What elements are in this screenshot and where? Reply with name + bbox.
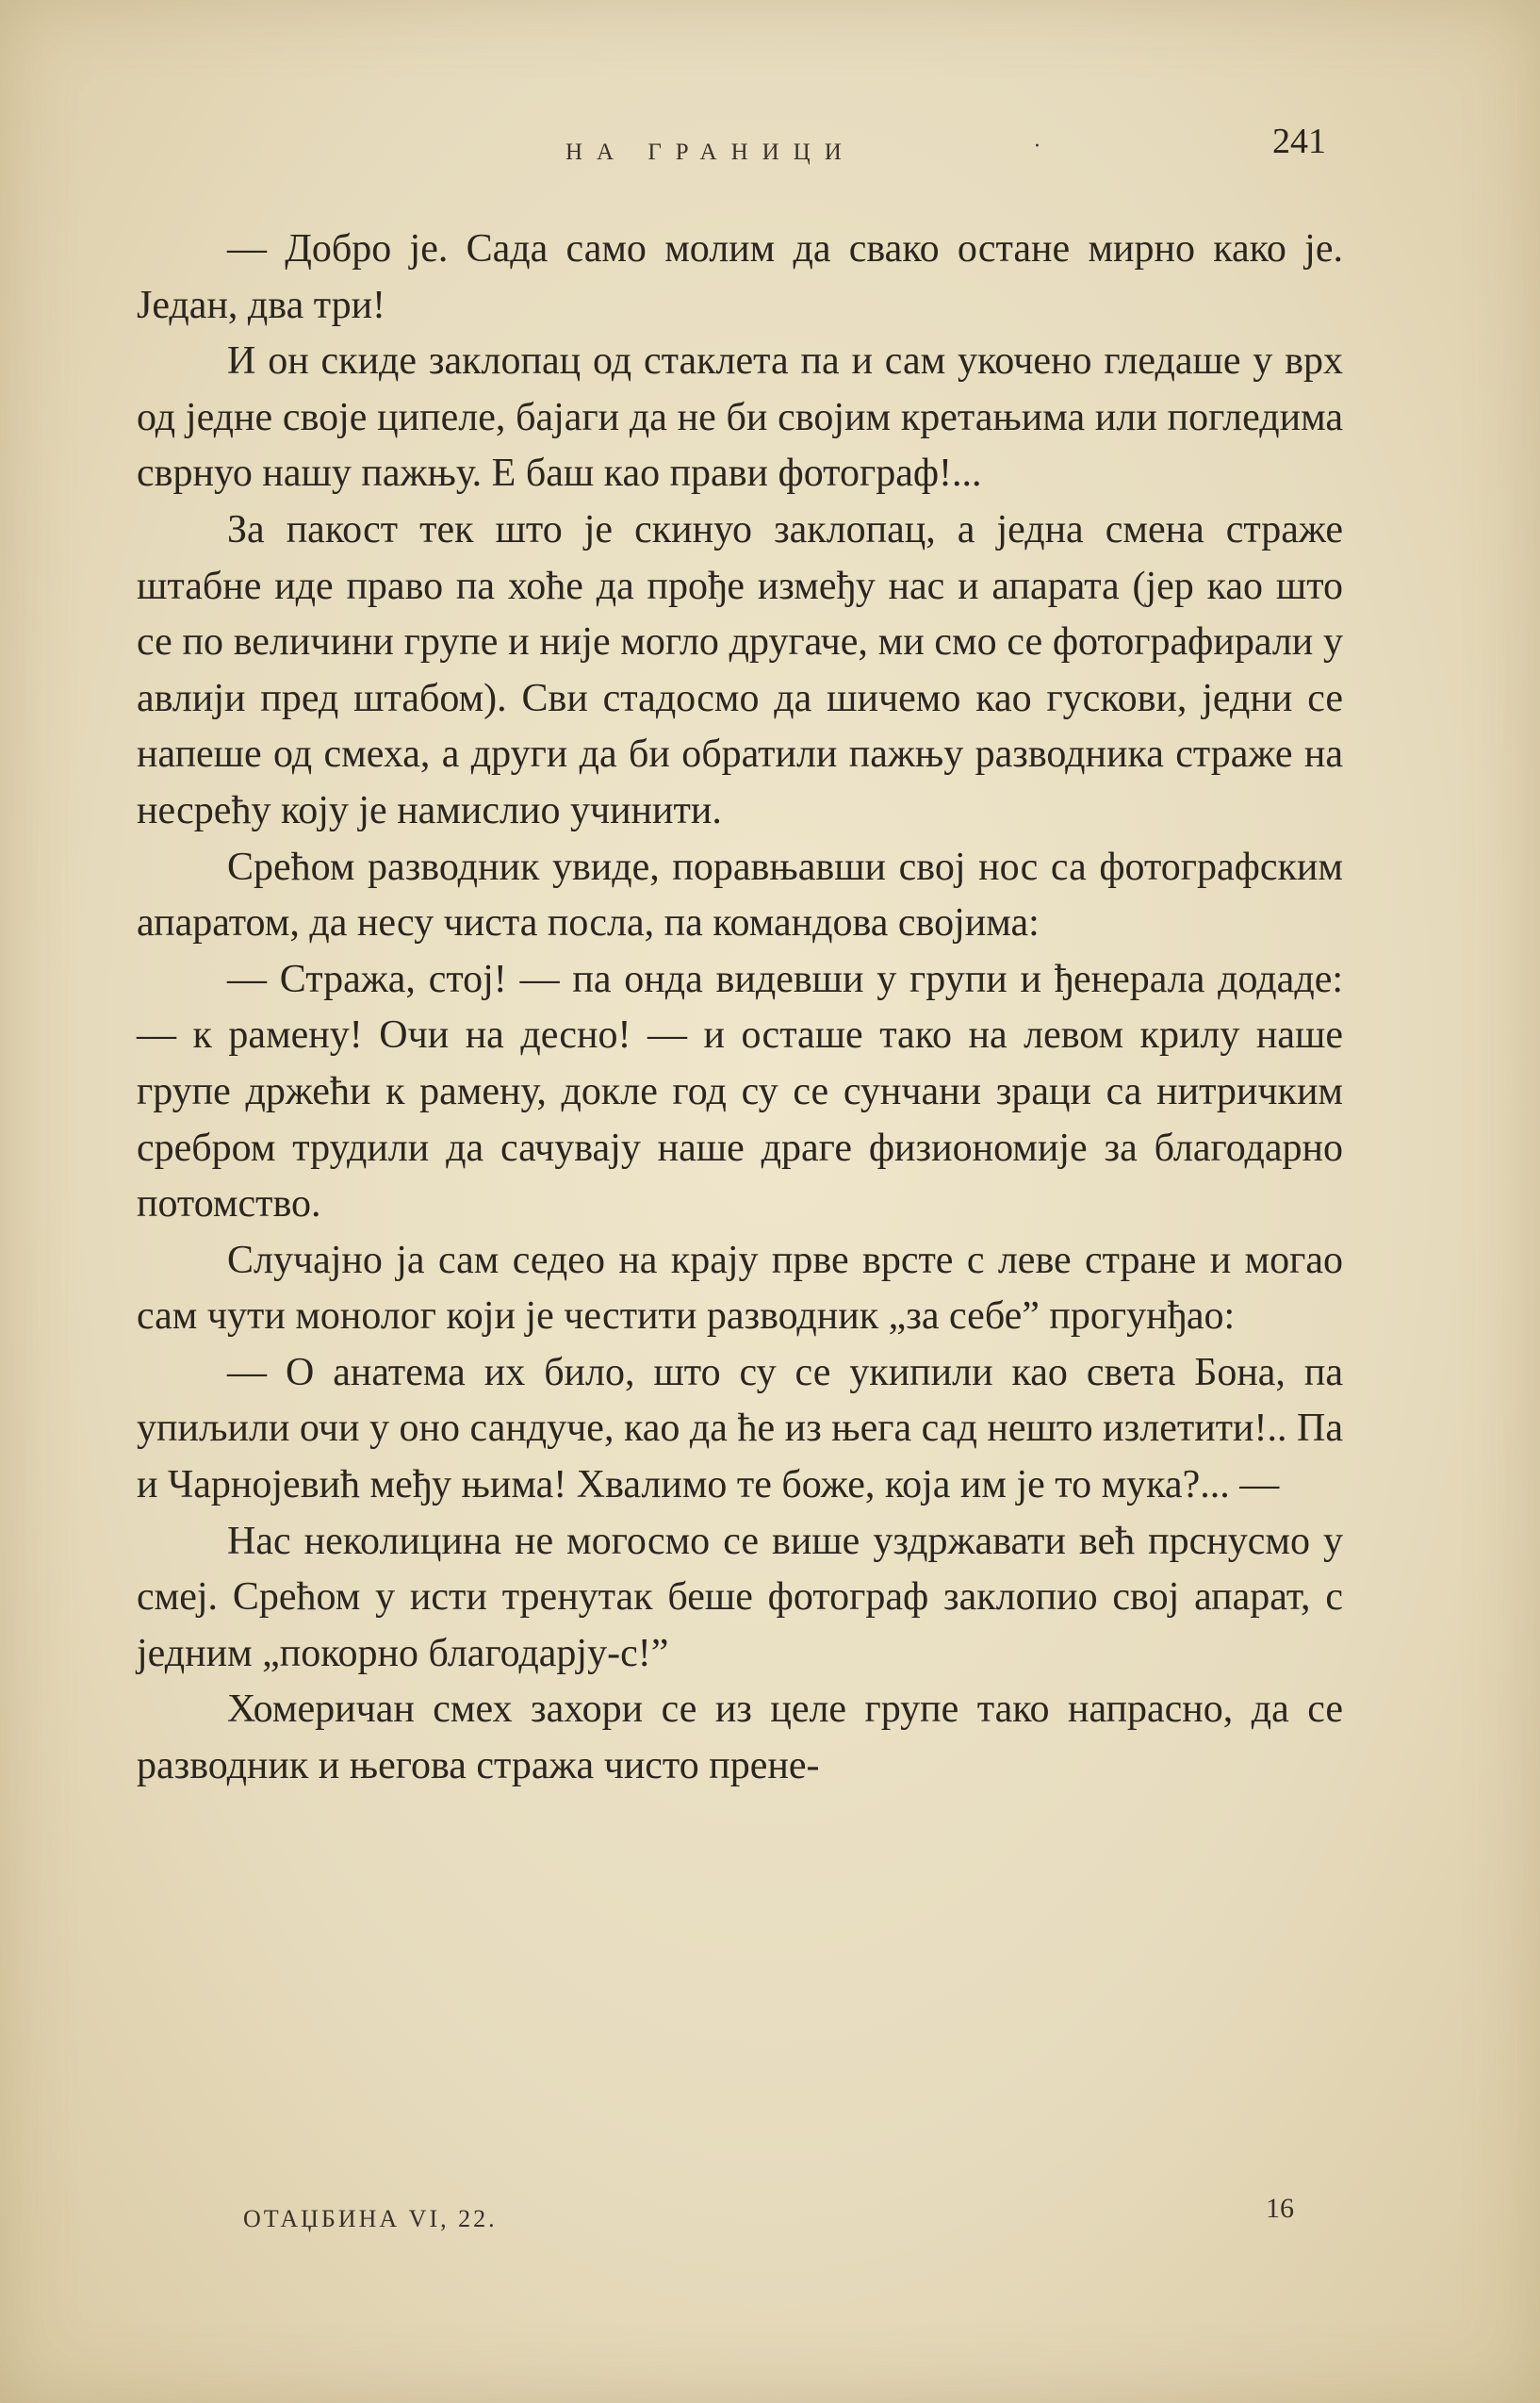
printer-signature: ОТАЏБИНА VI, 22. (243, 2205, 498, 2232)
paragraph-4: Срећом разводник увиде, поравњавши свој нос са фотографским апаратом, да несу чиста посла, па командова својима: (137, 845, 1343, 946)
paragraph-7: — О анатема их било, што су се укипили као света Бона, па упиљили очи у оно сандуче, као да ће из њега сад нешто излетити!.. Па и Чарнојевић међу њима! Хвалимо те боже, која им је то мука?... — (137, 1350, 1343, 1507)
paragraph-6: Случајно ја сам седео на крају прве врсте с леве стране и могао сам чути монолог који је честити разводник „за себе” прогунђао: (137, 1238, 1343, 1339)
paragraph-8: Нас неколицина не могосмо се више уздржавати већ прснусмо у смеј. Срећом у исти тренутак беше фотограф заклопио свој апарат, с једним „покорно благодарју-с!” (137, 1519, 1343, 1675)
paragraph-3: За пакост тек што је скинуо заклопац, а једна смена страже штабне иде право па хоће да прође између нас и апарата (јер као што се по величини групе и није могло другаче, ми смо се фотографирали у авлији пред штабом). Сви стадосмо да шичемо као гускови, једни се напеше од смеха, а други да би обратили пажњу разводника страже на несрећу коју је намислио учинити. (137, 507, 1343, 832)
body-text (137, 222, 1343, 1795)
paragraph-5: — Стража, стој! — па онда видевши у групи и ђенерала додаде: — к рамену! Очи на десно! — и осташе тако на левом крилу наше групе држећи к рамену, докле год су се сунчани зраци са нитричким сребром трудили да сачувају наше драге физиономије за благодарно потомство. (137, 957, 1343, 1226)
paragraph-2: И он скиде заклопац од стаклета па и сам укочено гледаше у врх од једне своје ципеле, бајаги да не би својим кретањима или погледима сврнуо нашу пажњу. Е баш као прави фотограф!... (137, 339, 1343, 496)
paragraph-9: Хомеричан смех захори се из целе групе тако напрасно, да се разводник и његова стража чисто прене- (137, 1687, 1343, 1788)
paragraph-1: — Добро је. Сада само молим да свако остане мирно како је. Један, два три! (137, 227, 1343, 327)
running-head-dot: · (1034, 135, 1040, 158)
page-number: 241 (1272, 122, 1326, 161)
sheet-number: 16 (1266, 2193, 1294, 2224)
running-head: НА ГРАНИЦИ (565, 140, 856, 165)
